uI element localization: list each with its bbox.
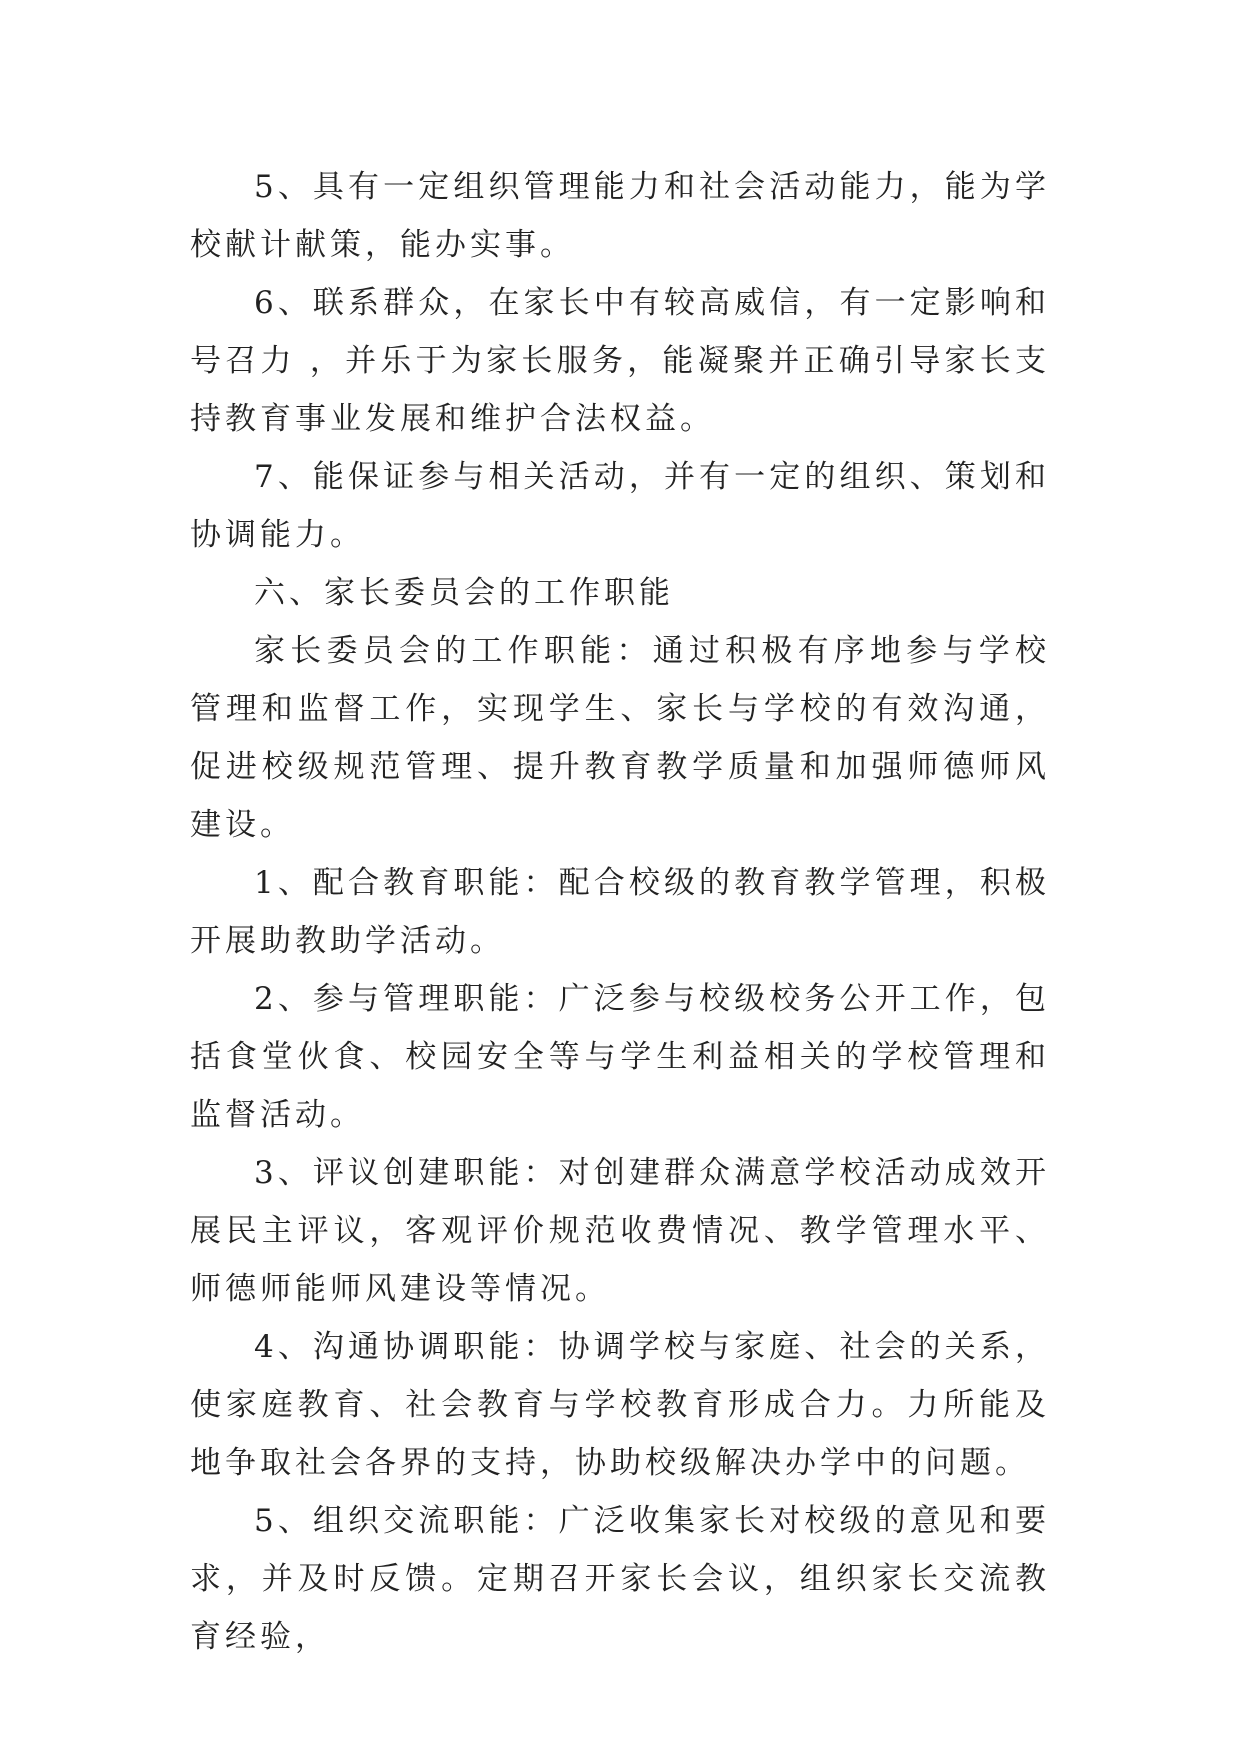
paragraph-duty-4: 4、沟通协调职能：协调学校与家庭、社会的关系，使家庭教育、社会教育与学校教育形成合力。力所能及地争取社会各界的支持，协助校级解决办学中的问题。 — [190, 1329, 1050, 1481]
paragraph-duty-2: 2、参与管理职能：广泛参与校级校务公开工作，包括食堂伙食、校园安全等与学生利益相关的学校管理和监督活动。 — [190, 981, 1050, 1133]
section-heading-duties: 六、家长委员会的工作职能 — [254, 575, 674, 611]
paragraph-duty-5: 5、组织交流职能：广泛收集家长对校级的意见和要求，并及时反馈。定期召开家长会议，组织家长交流教育经验， — [190, 1503, 1050, 1655]
paragraph-qualification-7: 7、能保证参与相关活动，并有一定的组织、策划和协调能力。 — [190, 459, 1050, 553]
paragraph-duty-3: 3、评议创建职能：对创建群众满意学校活动成效开展民主评议，客观评价规范收费情况、教学管理水平、师德师能师风建设等情况。 — [190, 1155, 1050, 1307]
document-body — [190, 158, 1050, 1666]
paragraph-duty-1: 1、配合教育职能：配合校级的教育教学管理，积极开展助教助学活动。 — [190, 865, 1050, 959]
paragraph-qualification-6: 6、联系群众，在家长中有较高威信，有一定影响和号召力 ，并乐于为家长服务，能凝聚并正确引导家长支持教育事业发展和维护合法权益。 — [190, 285, 1050, 437]
paragraph-duties-intro: 家长委员会的工作职能：通过积极有序地参与学校管理和监督工作，实现学生、家长与学校的有效沟通，促进校级规范管理、提升教育教学质量和加强师德师风建设。 — [190, 633, 1050, 843]
paragraph-qualification-5: 5、具有一定组织管理能力和社会活动能力，能为学校献计献策，能办实事。 — [190, 169, 1050, 263]
